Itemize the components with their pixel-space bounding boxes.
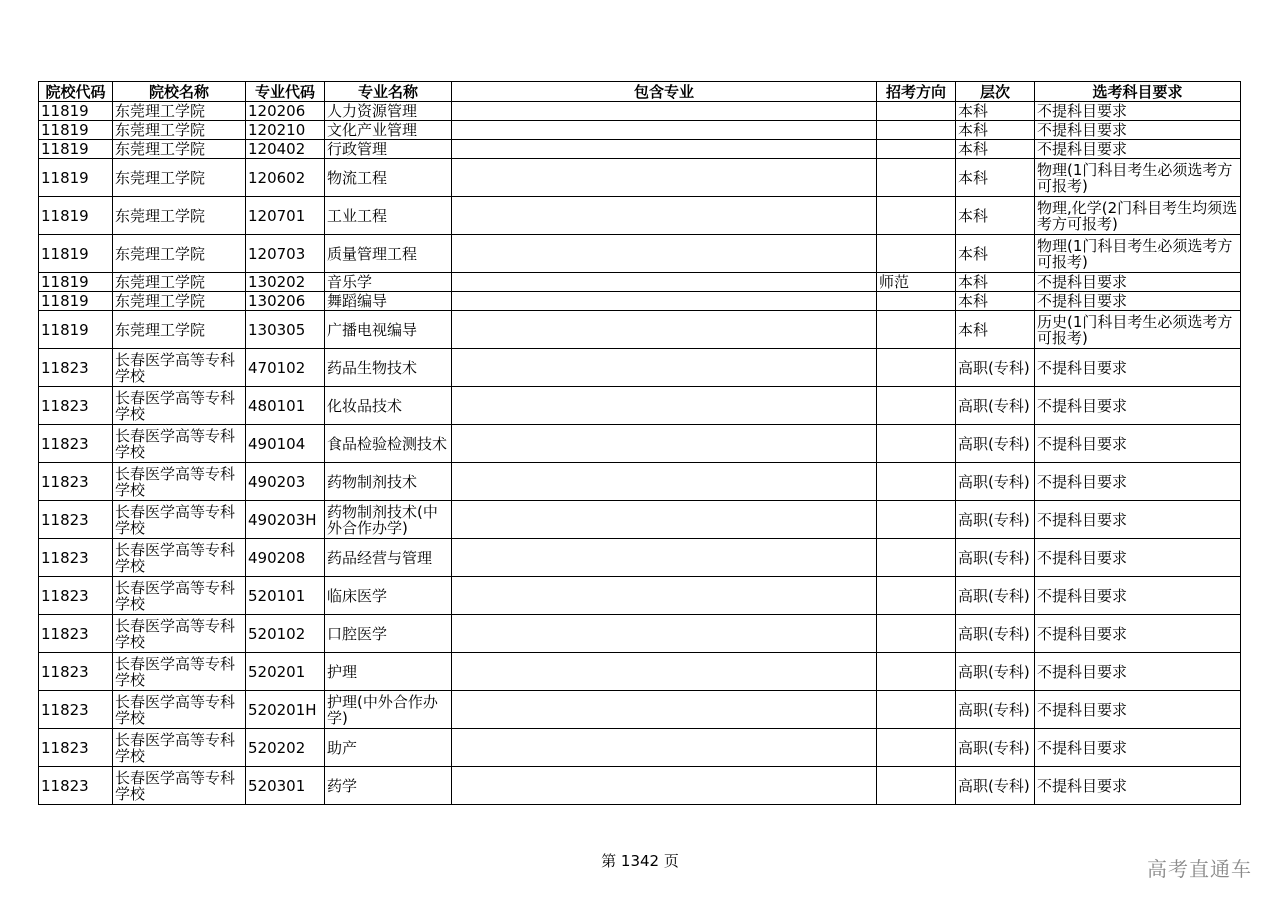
cell-level: 高职(专科) [956,767,1035,805]
cell-included-majors [452,501,877,539]
cell-included-majors [452,159,877,197]
cell-school-code: 11819 [39,311,113,349]
cell-subject-requirement: 不提科目要求 [1035,463,1241,501]
cell-included-majors [452,235,877,273]
cell-direction: 师范 [877,273,956,292]
table-row [39,235,1241,273]
cell-major-code: 120701 [246,197,325,235]
cell-major-name: 助产 [325,729,452,767]
cell-major-name: 广播电视编导 [325,311,452,349]
cell-included-majors [452,121,877,140]
header-major-name: 专业名称 [325,82,452,102]
cell-direction [877,577,956,615]
cell-school-code: 11823 [39,577,113,615]
cell-direction [877,235,956,273]
table-row [39,729,1241,767]
cell-level: 高职(专科) [956,539,1035,577]
cell-school-name: 东莞理工学院 [113,292,246,311]
cell-included-majors [452,425,877,463]
cell-school-code: 11819 [39,273,113,292]
cell-school-code: 11823 [39,539,113,577]
table-row [39,767,1241,805]
cell-major-code: 520201H [246,691,325,729]
cell-direction [877,501,956,539]
cell-direction [877,140,956,159]
cell-school-name: 东莞理工学院 [113,311,246,349]
table-row [39,292,1241,311]
cell-direction [877,653,956,691]
table-row [39,615,1241,653]
cell-subject-requirement: 不提科目要求 [1035,729,1241,767]
table-row [39,197,1241,235]
cell-major-name: 食品检验检测技术 [325,425,452,463]
cell-included-majors [452,463,877,501]
cell-school-code: 11823 [39,349,113,387]
table-row [39,539,1241,577]
cell-subject-requirement: 不提科目要求 [1035,349,1241,387]
cell-level: 本科 [956,197,1035,235]
cell-major-code: 120206 [246,102,325,121]
cell-included-majors [452,729,877,767]
cell-subject-requirement: 不提科目要求 [1035,501,1241,539]
cell-level: 高职(专科) [956,387,1035,425]
cell-subject-requirement: 不提科目要求 [1035,425,1241,463]
cell-included-majors [452,577,877,615]
cell-major-name: 药品经营与管理 [325,539,452,577]
cell-level: 高职(专科) [956,653,1035,691]
cell-level: 本科 [956,102,1035,121]
table-row [39,140,1241,159]
cell-school-name: 东莞理工学院 [113,121,246,140]
cell-level: 高职(专科) [956,349,1035,387]
cell-major-code: 490203H [246,501,325,539]
table-row [39,121,1241,140]
table-row [39,501,1241,539]
cell-school-name: 长春医学高等专科学校 [113,425,246,463]
cell-subject-requirement: 不提科目要求 [1035,691,1241,729]
cell-included-majors [452,767,877,805]
cell-major-code: 490203 [246,463,325,501]
cell-level: 高职(专科) [956,577,1035,615]
cell-school-code: 11819 [39,292,113,311]
cell-school-code: 11823 [39,653,113,691]
cell-subject-requirement: 不提科目要求 [1035,577,1241,615]
cell-school-name: 长春医学高等专科学校 [113,691,246,729]
cell-direction [877,729,956,767]
cell-included-majors [452,273,877,292]
cell-major-code: 120703 [246,235,325,273]
cell-direction [877,121,956,140]
cell-subject-requirement: 物理(1门科目考生必须选考方可报考) [1035,235,1241,273]
cell-subject-requirement: 不提科目要求 [1035,102,1241,121]
table-row [39,311,1241,349]
cell-direction [877,197,956,235]
cell-subject-requirement: 不提科目要求 [1035,121,1241,140]
cell-included-majors [452,387,877,425]
cell-school-code: 11823 [39,425,113,463]
cell-school-code: 11823 [39,463,113,501]
cell-included-majors [452,653,877,691]
cell-level: 本科 [956,292,1035,311]
cell-subject-requirement: 不提科目要求 [1035,140,1241,159]
cell-direction [877,311,956,349]
cell-direction [877,463,956,501]
cell-major-name: 药品生物技术 [325,349,452,387]
cell-major-name: 药学 [325,767,452,805]
cell-school-code: 11823 [39,767,113,805]
cell-subject-requirement: 不提科目要求 [1035,615,1241,653]
cell-major-code: 490104 [246,425,325,463]
table-row [39,387,1241,425]
cell-major-code: 480101 [246,387,325,425]
cell-included-majors [452,615,877,653]
cell-direction [877,349,956,387]
cell-included-majors [452,292,877,311]
cell-school-code: 11823 [39,387,113,425]
cell-subject-requirement: 不提科目要求 [1035,767,1241,805]
cell-direction [877,691,956,729]
cell-school-code: 11823 [39,729,113,767]
cell-school-name: 长春医学高等专科学校 [113,463,246,501]
table-row [39,273,1241,292]
cell-level: 高职(专科) [956,463,1035,501]
cell-included-majors [452,197,877,235]
cell-level: 本科 [956,140,1035,159]
cell-school-name: 东莞理工学院 [113,159,246,197]
cell-major-code: 120402 [246,140,325,159]
cell-major-code: 520202 [246,729,325,767]
table-header-row [39,82,1241,102]
cell-major-name: 临床医学 [325,577,452,615]
cell-school-code: 11823 [39,501,113,539]
cell-school-name: 长春医学高等专科学校 [113,539,246,577]
cell-school-name: 长春医学高等专科学校 [113,387,246,425]
header-school-code: 院校代码 [39,82,113,102]
cell-level: 本科 [956,159,1035,197]
cell-direction [877,387,956,425]
cell-major-name: 护理 [325,653,452,691]
cell-major-code: 130202 [246,273,325,292]
cell-direction [877,159,956,197]
header-subject-requirement: 选考科目要求 [1035,82,1241,102]
cell-subject-requirement: 不提科目要求 [1035,292,1241,311]
cell-major-code: 470102 [246,349,325,387]
cell-school-name: 东莞理工学院 [113,140,246,159]
cell-level: 高职(专科) [956,615,1035,653]
header-school-name: 院校名称 [113,82,246,102]
table-body [39,102,1241,805]
table-row [39,691,1241,729]
admission-table [38,81,1241,805]
cell-major-name: 药物制剂技术 [325,463,452,501]
cell-major-code: 520102 [246,615,325,653]
cell-major-code: 520101 [246,577,325,615]
cell-major-code: 520201 [246,653,325,691]
cell-school-code: 11819 [39,235,113,273]
cell-major-name: 音乐学 [325,273,452,292]
cell-subject-requirement: 不提科目要求 [1035,539,1241,577]
cell-included-majors [452,539,877,577]
page-number: 第 1342 页 [601,852,679,870]
cell-level: 本科 [956,121,1035,140]
cell-major-code: 130305 [246,311,325,349]
cell-direction [877,615,956,653]
cell-major-code: 120210 [246,121,325,140]
cell-major-name: 质量管理工程 [325,235,452,273]
cell-major-name: 行政管理 [325,140,452,159]
cell-level: 高职(专科) [956,691,1035,729]
cell-level: 高职(专科) [956,729,1035,767]
cell-level: 本科 [956,273,1035,292]
cell-school-name: 东莞理工学院 [113,102,246,121]
cell-major-name: 文化产业管理 [325,121,452,140]
cell-major-name: 口腔医学 [325,615,452,653]
cell-school-code: 11819 [39,140,113,159]
table-row [39,102,1241,121]
table-row [39,577,1241,615]
cell-included-majors [452,102,877,121]
cell-school-name: 长春医学高等专科学校 [113,767,246,805]
cell-school-name: 长春医学高等专科学校 [113,501,246,539]
table-row [39,653,1241,691]
cell-major-name: 药物制剂技术(中外合作办学) [325,501,452,539]
cell-major-name: 工业工程 [325,197,452,235]
header-major-code: 专业代码 [246,82,325,102]
cell-subject-requirement: 物理(1门科目考生必须选考方可报考) [1035,159,1241,197]
header-level: 层次 [956,82,1035,102]
cell-included-majors [452,311,877,349]
cell-major-code: 520301 [246,767,325,805]
cell-major-code: 490208 [246,539,325,577]
cell-level: 高职(专科) [956,425,1035,463]
cell-major-name: 化妆品技术 [325,387,452,425]
cell-school-name: 东莞理工学院 [113,197,246,235]
cell-major-name: 物流工程 [325,159,452,197]
cell-subject-requirement: 不提科目要求 [1035,653,1241,691]
cell-direction [877,102,956,121]
table-row [39,425,1241,463]
cell-school-name: 长春医学高等专科学校 [113,615,246,653]
cell-school-code: 11819 [39,121,113,140]
cell-subject-requirement: 物理,化学(2门科目考生均须选考方可报考) [1035,197,1241,235]
watermark-logo-text: 高考直通车 [1147,857,1252,881]
cell-school-name: 长春医学高等专科学校 [113,729,246,767]
cell-subject-requirement: 不提科目要求 [1035,273,1241,292]
cell-direction [877,292,956,311]
cell-direction [877,539,956,577]
cell-school-code: 11823 [39,615,113,653]
cell-school-name: 长春医学高等专科学校 [113,349,246,387]
cell-major-code: 120602 [246,159,325,197]
cell-school-code: 11823 [39,691,113,729]
cell-major-name: 人力资源管理 [325,102,452,121]
cell-subject-requirement: 历史(1门科目考生必须选考方可报考) [1035,311,1241,349]
cell-major-name: 舞蹈编导 [325,292,452,311]
cell-included-majors [452,349,877,387]
header-direction: 招考方向 [877,82,956,102]
cell-school-name: 长春医学高等专科学校 [113,653,246,691]
cell-school-name: 东莞理工学院 [113,235,246,273]
cell-included-majors [452,691,877,729]
cell-school-code: 11819 [39,102,113,121]
cell-school-code: 11819 [39,159,113,197]
cell-direction [877,767,956,805]
cell-level: 高职(专科) [956,501,1035,539]
cell-major-name: 护理(中外合作办学) [325,691,452,729]
table-row [39,349,1241,387]
cell-major-code: 130206 [246,292,325,311]
cell-school-name: 东莞理工学院 [113,273,246,292]
cell-level: 本科 [956,235,1035,273]
cell-school-code: 11819 [39,197,113,235]
cell-subject-requirement: 不提科目要求 [1035,387,1241,425]
cell-included-majors [452,140,877,159]
cell-level: 本科 [956,311,1035,349]
table-row [39,463,1241,501]
cell-school-name: 长春医学高等专科学校 [113,577,246,615]
cell-direction [877,425,956,463]
header-included-majors: 包含专业 [452,82,877,102]
table-row [39,159,1241,197]
